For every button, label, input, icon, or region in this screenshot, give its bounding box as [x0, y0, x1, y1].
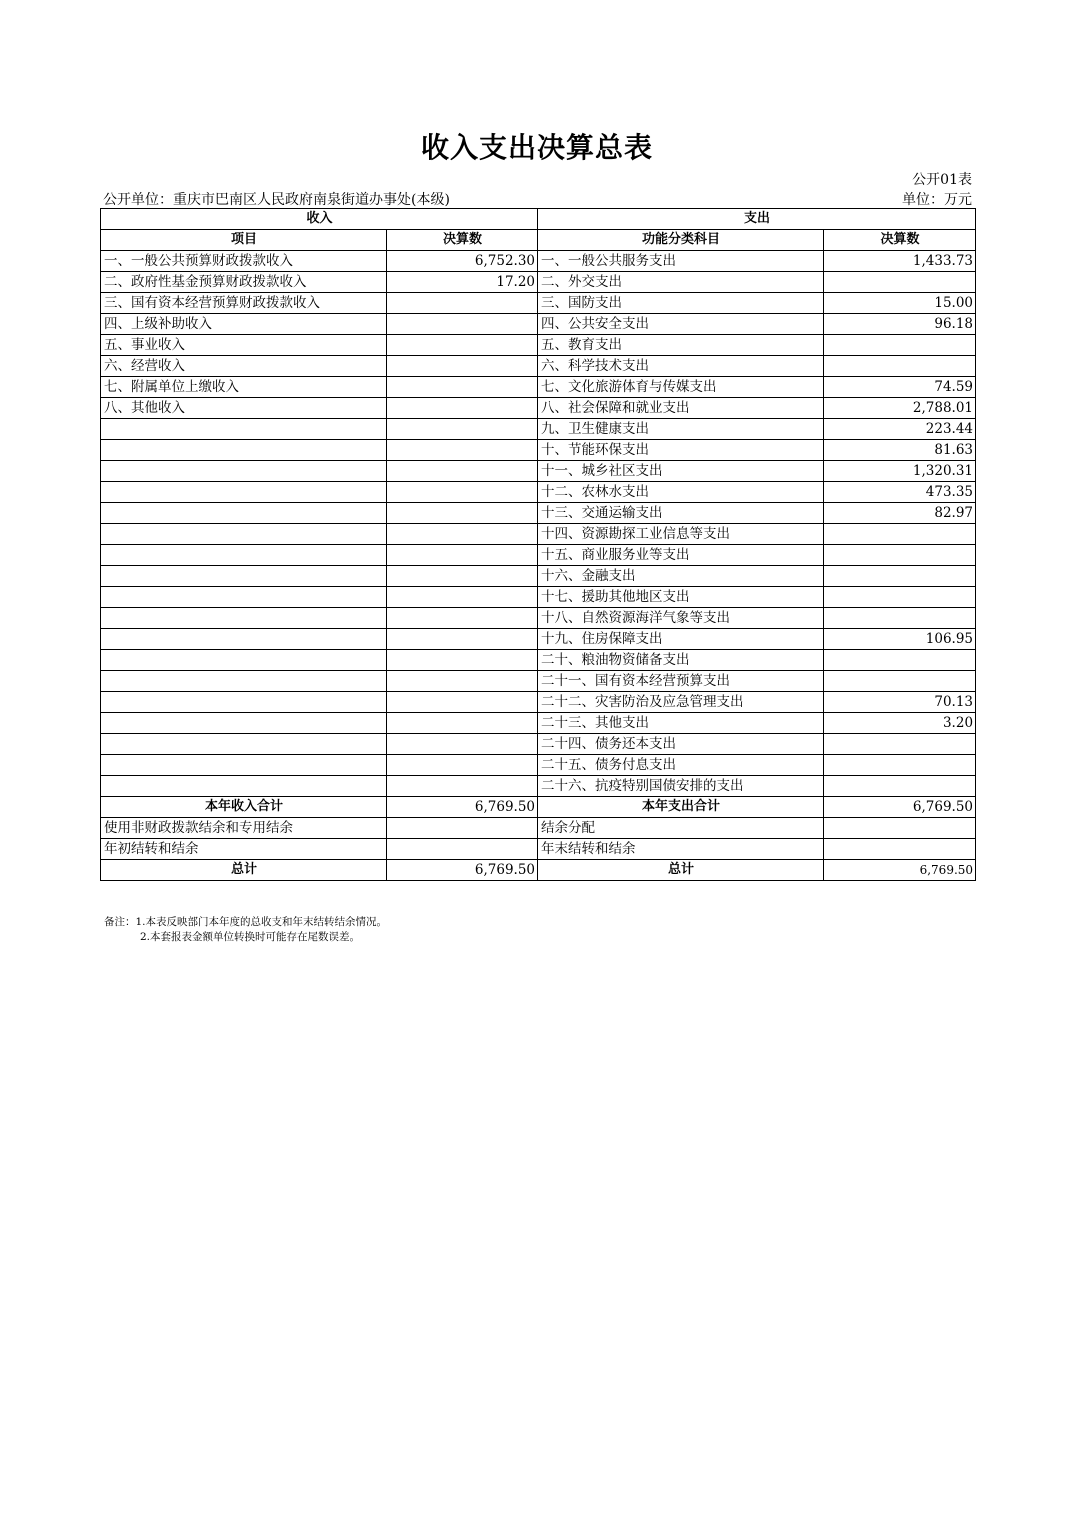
expense-item-cell: 九、卫生健康支出 — [538, 419, 824, 440]
table-row — [101, 440, 976, 461]
col-header-amount: 决算数 — [824, 230, 976, 251]
expense-item-cell: 结余分配 — [538, 818, 824, 839]
income-item-cell: 六、经营收入 — [101, 356, 387, 377]
table-row — [101, 545, 976, 566]
table-row — [101, 482, 976, 503]
income-item-cell: 四、上级补助收入 — [101, 314, 387, 335]
expense-amount-cell — [824, 335, 976, 356]
expense-amount-cell: 82.97 — [824, 503, 976, 524]
table-row — [101, 293, 976, 314]
income-item-cell: 五、事业收入 — [101, 335, 387, 356]
expense-amount-cell: 70.13 — [824, 692, 976, 713]
table-row — [101, 755, 976, 776]
income-item-cell: 八、其他收入 — [101, 398, 387, 419]
expense-amount-cell — [824, 356, 976, 377]
table-row — [101, 524, 976, 545]
expense-item-cell: 十、节能环保支出 — [538, 440, 824, 461]
expense-item-cell: 十五、商业服务业等支出 — [538, 545, 824, 566]
income-subtotal-label: 本年收入合计 — [101, 797, 387, 818]
expense-amount-cell — [824, 671, 976, 692]
subtotal-row — [101, 797, 976, 818]
expense-item-cell: 十九、住房保障支出 — [538, 629, 824, 650]
income-item-cell — [101, 545, 387, 566]
income-amount-cell — [387, 398, 538, 419]
table-row — [101, 692, 976, 713]
income-item-cell — [101, 608, 387, 629]
col-header-func: 功能分类科目 — [538, 230, 824, 251]
expense-item-cell: 年末结转和结余 — [538, 839, 824, 860]
expense-section-header: 支出 — [538, 209, 976, 230]
expense-item-cell: 三、国防支出 — [538, 293, 824, 314]
income-amount-cell — [387, 608, 538, 629]
table-row — [101, 587, 976, 608]
table-row — [101, 776, 976, 797]
expense-amount-cell: 15.00 — [824, 293, 976, 314]
col-header-item: 项目 — [101, 230, 387, 251]
col-header-amount: 决算数 — [387, 230, 538, 251]
expense-amount-cell: 473.35 — [824, 482, 976, 503]
expense-item-cell: 十三、交通运输支出 — [538, 503, 824, 524]
expense-item-cell: 十一、城乡社区支出 — [538, 461, 824, 482]
income-item-cell — [101, 734, 387, 755]
expense-amount-cell — [824, 587, 976, 608]
income-amount-cell — [387, 440, 538, 461]
column-header-row — [101, 230, 976, 251]
income-item-cell — [101, 776, 387, 797]
expense-amount-cell — [824, 650, 976, 671]
total-row — [101, 860, 976, 881]
table-row — [101, 818, 976, 839]
note-line: 备注：1.本表反映部门本年度的总收支和年末结转结余情况。 — [104, 916, 388, 928]
income-amount-cell: 6,752.30 — [387, 251, 538, 272]
income-item-cell — [101, 440, 387, 461]
table-row — [101, 356, 976, 377]
income-item-cell — [101, 503, 387, 524]
expense-amount-cell — [824, 545, 976, 566]
table-row — [101, 713, 976, 734]
income-item-cell: 年初结转和结余 — [101, 839, 387, 860]
table-row — [101, 461, 976, 482]
table-row — [101, 608, 976, 629]
income-item-cell — [101, 587, 387, 608]
income-amount-cell — [387, 692, 538, 713]
expense-amount-cell: 223.44 — [824, 419, 976, 440]
income-amount-cell — [387, 482, 538, 503]
income-amount-cell — [387, 335, 538, 356]
income-amount-cell — [387, 545, 538, 566]
expense-amount-cell — [824, 776, 976, 797]
income-amount-cell — [387, 650, 538, 671]
income-section-header: 收入 — [101, 209, 538, 230]
table-row — [101, 734, 976, 755]
currency-unit: 单位：万元 — [902, 192, 972, 208]
income-subtotal-amount: 6,769.50 — [387, 797, 538, 818]
page-title: 收入支出决算总表 — [420, 131, 653, 164]
expense-item-cell: 十二、农林水支出 — [538, 482, 824, 503]
expense-item-cell: 二十三、其他支出 — [538, 713, 824, 734]
income-amount-cell — [387, 503, 538, 524]
income-item-cell — [101, 629, 387, 650]
income-amount-cell — [387, 314, 538, 335]
expense-amount-cell: 74.59 — [824, 377, 976, 398]
expense-item-cell: 二十四、债务还本支出 — [538, 734, 824, 755]
income-item-cell — [101, 692, 387, 713]
table-row — [101, 503, 976, 524]
income-amount-cell: 17.20 — [387, 272, 538, 293]
income-item-cell — [101, 419, 387, 440]
income-total-label: 总计 — [101, 860, 387, 881]
expense-total-amount: 6,769.50 — [824, 860, 976, 881]
income-amount-cell — [387, 377, 538, 398]
expense-item-cell: 二十、粮油物资储备支出 — [538, 650, 824, 671]
income-amount-cell — [387, 818, 538, 839]
income-item-cell — [101, 671, 387, 692]
expense-amount-cell — [824, 734, 976, 755]
expense-amount-cell: 1,320.31 — [824, 461, 976, 482]
table-row — [101, 566, 976, 587]
income-amount-cell — [387, 461, 538, 482]
section-header-row — [101, 209, 976, 230]
table-row — [101, 314, 976, 335]
expense-item-cell: 一、一般公共服务支出 — [538, 251, 824, 272]
expense-item-cell: 八、社会保障和就业支出 — [538, 398, 824, 419]
income-total-amount: 6,769.50 — [387, 860, 538, 881]
expense-item-cell: 二十六、抗疫特别国债安排的支出 — [538, 776, 824, 797]
notes — [104, 915, 387, 945]
income-item-cell: 一、一般公共预算财政拨款收入 — [101, 251, 387, 272]
expense-item-cell: 二十五、债务付息支出 — [538, 755, 824, 776]
expense-amount-cell: 1,433.73 — [824, 251, 976, 272]
expense-item-cell: 二十二、灾害防治及应急管理支出 — [538, 692, 824, 713]
income-item-cell — [101, 482, 387, 503]
table-row — [101, 839, 976, 860]
income-item-cell — [101, 650, 387, 671]
expense-amount-cell: 2,788.01 — [824, 398, 976, 419]
income-amount-cell — [387, 566, 538, 587]
form-number: 公开01表 — [912, 172, 972, 188]
table-row — [101, 335, 976, 356]
expense-item-cell: 五、教育支出 — [538, 335, 824, 356]
income-amount-cell — [387, 755, 538, 776]
income-item-cell — [101, 755, 387, 776]
income-amount-cell — [387, 524, 538, 545]
expense-item-cell: 十八、自然资源海洋气象等支出 — [538, 608, 824, 629]
expense-amount-cell — [824, 818, 976, 839]
income-amount-cell — [387, 356, 538, 377]
expense-amount-cell — [824, 608, 976, 629]
expense-item-cell: 六、科学技术支出 — [538, 356, 824, 377]
income-amount-cell — [387, 293, 538, 314]
income-amount-cell — [387, 713, 538, 734]
table-row — [101, 419, 976, 440]
expense-amount-cell — [824, 755, 976, 776]
expense-amount-cell: 3.20 — [824, 713, 976, 734]
income-item-cell: 七、附属单位上缴收入 — [101, 377, 387, 398]
reporting-unit: 公开单位：重庆市巴南区人民政府南泉街道办事处(本级) — [103, 192, 450, 208]
table-row — [101, 251, 976, 272]
expense-item-cell: 二十一、国有资本经营预算支出 — [538, 671, 824, 692]
expense-item-cell: 七、文化旅游体育与传媒支出 — [538, 377, 824, 398]
income-amount-cell — [387, 587, 538, 608]
expense-item-cell: 十六、金融支出 — [538, 566, 824, 587]
expense-item-cell: 十四、资源勘探工业信息等支出 — [538, 524, 824, 545]
table-row — [101, 272, 976, 293]
income-item-cell — [101, 566, 387, 587]
expense-amount-cell: 96.18 — [824, 314, 976, 335]
expense-amount-cell — [824, 524, 976, 545]
expense-amount-cell — [824, 272, 976, 293]
income-amount-cell — [387, 734, 538, 755]
income-expense-table — [100, 208, 976, 881]
income-amount-cell — [387, 776, 538, 797]
table-row — [101, 671, 976, 692]
income-item-cell: 使用非财政拨款结余和专用结余 — [101, 818, 387, 839]
expense-subtotal-label: 本年支出合计 — [538, 797, 824, 818]
expense-amount-cell — [824, 566, 976, 587]
expense-amount-cell: 81.63 — [824, 440, 976, 461]
income-item-cell: 三、国有资本经营预算财政拨款收入 — [101, 293, 387, 314]
expense-item-cell: 四、公共安全支出 — [538, 314, 824, 335]
expense-amount-cell: 106.95 — [824, 629, 976, 650]
table-row — [101, 629, 976, 650]
income-amount-cell — [387, 671, 538, 692]
expense-total-label: 总计 — [538, 860, 824, 881]
expense-amount-cell — [824, 839, 976, 860]
table-row — [101, 398, 976, 419]
table-row — [101, 377, 976, 398]
expense-item-cell: 二、外交支出 — [538, 272, 824, 293]
income-amount-cell — [387, 839, 538, 860]
income-item-cell — [101, 461, 387, 482]
income-item-cell: 二、政府性基金预算财政拨款收入 — [101, 272, 387, 293]
table-row — [101, 650, 976, 671]
income-amount-cell — [387, 419, 538, 440]
note-line: 2.本套报表金额单位转换时可能存在尾数误差。 — [140, 931, 361, 943]
income-amount-cell — [387, 629, 538, 650]
income-item-cell — [101, 713, 387, 734]
income-item-cell — [101, 524, 387, 545]
expense-item-cell: 十七、援助其他地区支出 — [538, 587, 824, 608]
expense-subtotal-amount: 6,769.50 — [824, 797, 976, 818]
